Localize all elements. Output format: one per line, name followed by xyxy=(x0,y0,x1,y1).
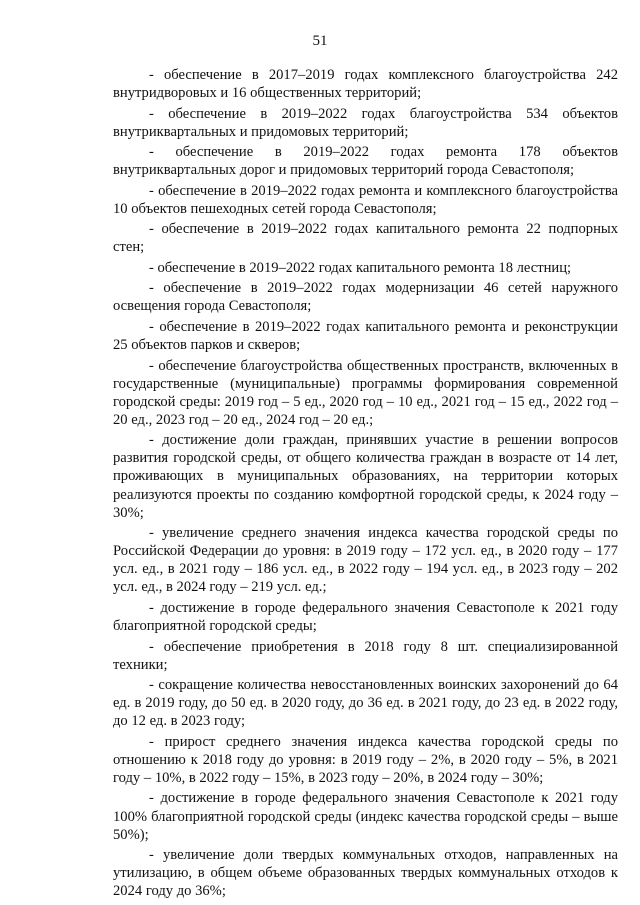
list-item: - обеспечение в 2017–2019 годах комплексного благоустройства 242 внутридворовых и 16 общественных территорий; xyxy=(113,67,618,102)
list-item: - обеспечение в 2019–2022 годах капитального ремонта 22 подпорных стен; xyxy=(113,221,618,256)
list-item: - обеспечение в 2019–2022 годах ремонта и комплексного благоустройства 10 объектов пешеходных сетей города Севастополя; xyxy=(113,182,618,217)
list-item: - обеспечение в 2019–2022 годах ремонта 178 объектов внутриквартальных дорог и придомовых территорий города Севастополя; xyxy=(113,144,618,179)
list-item: - обеспечение в 2019–2022 годах благоустройства 534 объектов внутриквартальных и придомовых территорий; xyxy=(113,105,618,140)
list-item: - достижение доли граждан, принявших участие в решении вопросов развития городской среды, от общего количества граждан в возрасте от 14 лет, проживающих в муниципальных образованиях, на территории которых реализуются проекты по созданию комфортной городской среды, к 2024 году – 30%; xyxy=(113,432,618,521)
list-item: - обеспечение приобретения в 2018 году 8 шт. специализированной техники; xyxy=(113,638,618,673)
list-item: - увеличение доли твердых коммунальных отходов, направленных на утилизацию, в общем объеме образованных твердых коммунальных отходов к 2024 году до 36%; xyxy=(113,847,618,900)
list-item: - достижение в городе федерального значения Севастополе к 2021 году благоприятной городской среды; xyxy=(113,599,618,635)
list-item: - обеспечение в 2019–2022 годах капитального ремонта и реконструкции 25 объектов парков и скверов; xyxy=(113,318,618,354)
list-item: - достижение в городе федерального значения Севастополе к 2021 году 100% благоприятной городской среды (индекс качества городской среды – выше 50%); xyxy=(113,790,618,843)
list-item: - прирост среднего значения индекса качества городской среды по отношению к 2018 году до уровня: в 2019 году – 2%, в 2020 году – 5%, в 2021 году – 10%, в 2022 году – 15%, в 2023 году – 20%, в 2024 году – 30%; xyxy=(113,733,618,786)
document-body xyxy=(113,66,618,903)
list-item: - сокращение количества невосстановленных воинских захоронений до 64 ед. в 2019 году, до 50 ед. в 2020 году, до 36 ед. в 2021 году, до 23 ед. в 2022 году, до 12 ед. в 2023 году; xyxy=(113,677,618,730)
page-number: 51 xyxy=(312,33,328,49)
list-item: - обеспечение в 2019–2022 годах капитального ремонта 18 лестниц; xyxy=(149,259,572,276)
list-item: - обеспечение в 2019–2022 годах модернизации 46 сетей наружного освещения города Севастополя; xyxy=(113,280,618,315)
list-item: - увеличение среднего значения индекса качества городской среды по Российской Федерации до уровня: в 2019 году – 172 усл. ед., в 2020 году – 177 усл. ед., в 2021 году – 186 усл. ед., в 2022 году – 194 усл. ед., в 2023 году – 202 усл. ед., в 2024 году – 219 усл. ед.; xyxy=(113,525,618,596)
list-item: - обеспечение благоустройства общественных пространств, включенных в государственные (муниципальные) программы формирования современной городской среды: 2019 год – 5 ед., 2020 год – 10 ед., 2021 год – 15 ед., 2022 год – 20 ед., 2023 год – 20 ед., 2024 год – 20 ед.; xyxy=(113,357,618,428)
